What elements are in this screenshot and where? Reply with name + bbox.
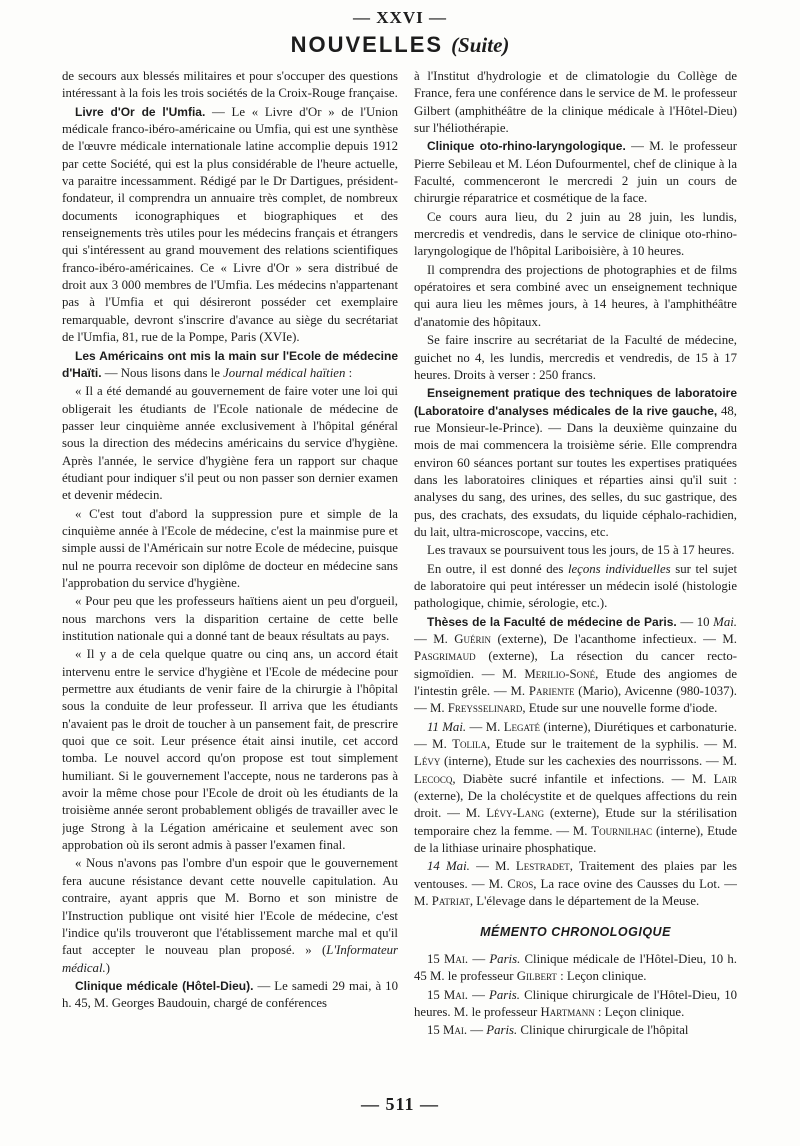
paragraph-text: — M. le professeur Pierre Sebileau et M. Léon Dufourmentel, chef de clinique à la Faculté, commenceront le mercredi 2 juin un cours de chirurgie réparatrice et cosmétique de la face. [414, 139, 737, 206]
memento-entry [414, 951, 737, 986]
paragraph-theses-10-mai [414, 614, 737, 718]
paragraph-text: — Nous lisons dans le [101, 365, 224, 380]
paragraph-text: ) [105, 960, 110, 975]
journal-title: Journal médical haïtien [223, 365, 346, 380]
page-header [0, 6, 800, 63]
paragraph-text: : Leçon clinique. [594, 1004, 685, 1019]
paragraph-text: , Traitement des plaies par les ventouses. — M. [414, 859, 737, 891]
person-name: Legaté [503, 719, 541, 734]
paragraph-text: — [468, 951, 490, 966]
paragraph-continued: à l'Institut d'hydrologie et de climatologie du Collège de France, fera une conférence dans le service de M. le professeur Gilbert (amphithéâtre de la clinique médicale à l'Hôtel-Dieu) sur l'héliothérapie. [414, 69, 737, 136]
paragraph-text: , Etude sur une nouvelle forme d'iode. [522, 701, 718, 716]
paragraph-lecons [414, 561, 737, 613]
paragraph-text: , Diabète sucré infantile et infections. — M. [452, 771, 714, 786]
paragraph-text: (externe), Etude sur la stérilisation temporaire chez la femme. — M. [414, 806, 737, 838]
paragraph-text: — [468, 987, 490, 1002]
date: Mai. [713, 614, 737, 629]
place: Paris. [489, 987, 520, 1002]
quote-paragraph: « Il y a de cela quelque quatre ou cinq ans, un accord était intervenu entre le service d'hygiène et l'Ecole de médecine pour permettre aux étudiants de venir faire de la chirurgie à l'hôpital sous la conduite de leur professeur. Il arriva que les étudiants n'avaient pas le droit de toucher à un pansement fait, de prescrire quoi que ce soit. Leur présence était ainsi inutile, cet accord tomba. Le nouvel accord qu'on propose est tout simplement humiliant. Si le gouvernement l'accepte, nous ne tarderons pas à avoir la même chose pour l'Ecole de droit où les étudiants de la troisième année seront probablement obligés de travailler avec le juge Strong à la Légation américaine et seulement avec son approbation où ils seront admis à passer l'examen final. [62, 647, 398, 853]
paragraph-text: — Le « Livre d'Or » de l'Union médicale franco-ibéro-américaine ou Umfia, qui est une synthèse de l'œuvre médicale internationale latine accomplie depuis 1912 par cette Société, qui est la plus considérable de l'heure actuelle, va paraitre incessamment. Rédigé par le Dr Dartigues, président-fondateur, il comprendra un annuaire très complet, de nombreux documents iconographiques et biographiques et des renseignements très utiles pour les médecins français et étrangers qui s'intéressent au grand mouvement des relations scientifiques franco-ibéro-américaines. Ce « Livre d'Or » sera distribué de droit aux 3 000 membres de l'Umfia. Les médecins n'appartenant pas à l'Umfia et qui désireront posséder cet exemplaire remarquable, devront s'inscrire d'avance au siège du secrétariat de l'Umfia, 81, rue de la Pompe, Paris (XVIe). [62, 104, 398, 345]
paragraph-text: (Mario), Avicenne (980-1037). — M. [414, 684, 737, 716]
person-name: Gilbert [516, 969, 557, 984]
paragraph-text: — M. [466, 719, 504, 734]
paragraph-text: 48, rue Monsieur-le-Prince). — Dans la deuxième quinzaine du mois de mai commencera la troisième série. Elle comprendra environ 60 séances portant sur toutes les expertises pratiquées dans les laboratoires cliniques et réparties ainsi qu'il suit : analyses du sang, des urines, des selles, du suc gastrique, des pus, des crachats, des exsudats, du liquide céphalo-rachidien, du lait, ultra-microscope, vaccins, etc. [414, 403, 737, 539]
emphasis: leçons individuelles [567, 561, 671, 576]
quote-paragraph: « Il a été demandé au gouvernement de faire voter une loi qui obligerait les étudiants de l'Ecole nationale de médecine de passer leur cinquième année exclusivement à l'hôpital général sous la direction des médecins américains du service d'hygiène. Après l'année, le service d'hygiène fera un rapport sur chaque étudiant pour indiquer s'il peut ou non passer son dernier examen et devenir médecin. [62, 384, 398, 503]
paragraph-cours: Ce cours aura lieu, du 2 juin au 28 juin, les lundis, mercredis et vendredis, dans le service de clinique oto-rhino-laryngologique de l'hôpital Lariboisière, à 10 heures. [414, 209, 737, 259]
paragraph-text: : [345, 365, 353, 380]
paragraph-theses-11-mai [414, 719, 737, 858]
person-name: Cros [507, 876, 534, 891]
source-title: L'Informateur médical. [62, 943, 398, 975]
run-in-heading: Livre d'Or de l'Umfia. [75, 104, 206, 119]
paragraph-text: , L'élevage dans le département de la Meuse. [469, 894, 700, 909]
run-in-heading: Clinique oto-rhino-laryngologique. [427, 139, 626, 154]
paragraph-text: Clinique chirurgicale de l'hôpital [517, 1023, 689, 1038]
paragraph-text: , Etude des angiomes de l'intestin grêle. — M. [414, 666, 737, 699]
paragraph-haiti [62, 348, 398, 383]
person-name: Pasgrimaud [414, 649, 476, 664]
run-in-heading: Les Américains ont mis la main sur l'Ecole de médecine d'Haïti. [62, 348, 398, 380]
paragraph-text: — M. [469, 859, 516, 874]
place: Paris. [486, 1023, 518, 1038]
paragraph-text: sur tel sujet de laboratoire qui peut intéresser un médecin isolé (histologie pathologique, chimie, sérologie, etc.). [414, 561, 737, 611]
person-name: Lair [713, 771, 737, 786]
paragraph-text: — Le samedi 29 mai, à 10 h. 45, M. Georges Baudouin, chargé de conférences [62, 978, 398, 1011]
paragraph-croix-rouge: de secours aux blessés militaires et pour s'occuper des questions intéressant à la fois les trois sociétés de la Croix-Rouge française. [62, 69, 398, 101]
paragraph-laboratoire [414, 385, 737, 541]
date: 14 Mai. [427, 859, 470, 874]
memento-entry [414, 987, 737, 1022]
person-name: Patriat [431, 894, 470, 909]
person-name: Merilio-Soné [524, 666, 596, 681]
person-name: Freysselinard [447, 701, 523, 716]
paragraph-text: — 10 [676, 614, 714, 629]
paragraph-text: (externe), De l'acanthome infectieux. — M. [491, 632, 737, 646]
person-name: Pariente [528, 684, 575, 699]
memento-heading: MÉMENTO CHRONOLOGIQUE [480, 924, 671, 939]
person-name: Hartmann [540, 1004, 595, 1019]
paragraph-text: Clinique chirurgicale de l'Hôtel-Dieu, 10 heures. M. le professeur [414, 987, 737, 1019]
date: 15 Mai. [427, 987, 468, 1002]
run-in-heading: Clinique médicale (Hôtel-Dieu). [75, 978, 254, 993]
paragraph-projections: Il comprendra des projections de photographies et de films opératoires et sera combiné avec un enseignement technique qui aura lieu les mêmes jours, à 14 heures, à l'amphithéâtre d'anatomie des hôpitaux. [414, 262, 737, 329]
person-name: Lévy [414, 754, 441, 769]
section-title-suite: (Suite) [451, 33, 510, 57]
paragraph-clinique-medicale [62, 978, 398, 1013]
paragraph-inscription: Se faire inscrire au secrétariat de la Faculté de médecine, guichet no 4, les lundis, mercredis et vendredis, de 15 à 17 heures. Droits à verser : 250 francs. [414, 333, 737, 382]
person-name: Lestradet [515, 859, 570, 874]
quote-paragraph [62, 855, 398, 976]
paragraph-text: « Nous n'avons pas l'ombre d'un espoir que le gouvernement fera aucune résistance devant cette nouvelle capitulation. Au contraire, ayant appris que M. Borno et son ministre de l'Instruction publique ont visité hier l'Ecole de médecine, c'est l'indice qu'ils trouveront que l'établissement marche mal et qu'il faut accepter le nouveau plan proposé. » ( [62, 856, 398, 958]
page-number: — 511 — [360, 1094, 439, 1114]
paragraph-text: (interne), Etude sur les cachexies des nourrissons. — M. [440, 754, 737, 769]
paragraph-text: — M. [414, 632, 455, 646]
section-title-main: NOUVELLES [290, 32, 444, 57]
paragraph-text: , La race ovine des Causses du Lot. — M. [414, 876, 737, 909]
paragraph-text: — [467, 1023, 487, 1038]
person-name: Tournilhac [591, 823, 653, 838]
quote-paragraph: « C'est tout d'abord la suppression pure et simple de la cinquième année à l'Ecole de médecine, c'est la mainmise pure et simple aussi de l'Américain sur notre Ecole de médecine, puisque nul ne pourra recevoir son diplôme de docteur en médecine sans l'approbation du service d'hygiène. [62, 506, 398, 590]
paragraph-theses-14-mai [414, 858, 737, 910]
person-name: Tolila [452, 737, 487, 752]
paragraph-text: (interne), Etude de la lithiase urinaire phosphatique. [414, 823, 737, 856]
date: 15 Mai. [427, 951, 469, 966]
date: 11 Mai. [427, 719, 467, 734]
roman-folio: — XXVI — [353, 8, 447, 27]
paragraph-text: , Etude sur le traitement de la syphilis. — M. [486, 737, 737, 752]
paragraph-text: (externe), De la cholécystite et de quelques affections du rein droit. — M. [414, 789, 737, 821]
paragraph-text: : Leçon clinique. [556, 969, 647, 984]
paragraph-travaux: Les travaux se poursuivent tous les jours, de 15 à 17 heures. [427, 543, 735, 558]
paragraph-livre-or [62, 104, 398, 347]
left-column [62, 68, 398, 1108]
date: 15 Mai. [427, 1023, 468, 1038]
quote-paragraph: « Pour peu que les professeurs haïtiens aient un peu d'orgueil, nous marchons vers la disparition certaine de cette belle institution nationale qui a donné tant de beaux résultats au pays. [62, 594, 398, 643]
memento-entry [414, 1022, 737, 1039]
place: Paris. [489, 951, 521, 966]
section-title [0, 30, 800, 63]
right-column [414, 68, 737, 1108]
run-in-heading: Enseignement pratique des techniques de laboratoire (Laboratoire d'analyses médicales de la rive gauche, [414, 386, 737, 418]
paragraph-oto-rhino [414, 138, 737, 207]
person-name: Lévy-Lang [486, 806, 545, 821]
run-in-heading: Thèses de la Faculté de médecine de Paris. [427, 614, 677, 629]
person-name: Lecocq [414, 771, 453, 786]
paragraph-text: (externe), La résection du cancer recto-sigmoïdien. — M. [414, 649, 737, 681]
paragraph-text: En outre, il est donné des [427, 561, 568, 576]
paragraph-text: (interne), Diurétiques et carbonaturie. — M. [414, 719, 737, 752]
paragraph-text: Clinique médicale de l'Hôtel-Dieu, 10 h. 45 M. le professeur [414, 951, 737, 984]
person-name: Guérin [454, 632, 492, 646]
